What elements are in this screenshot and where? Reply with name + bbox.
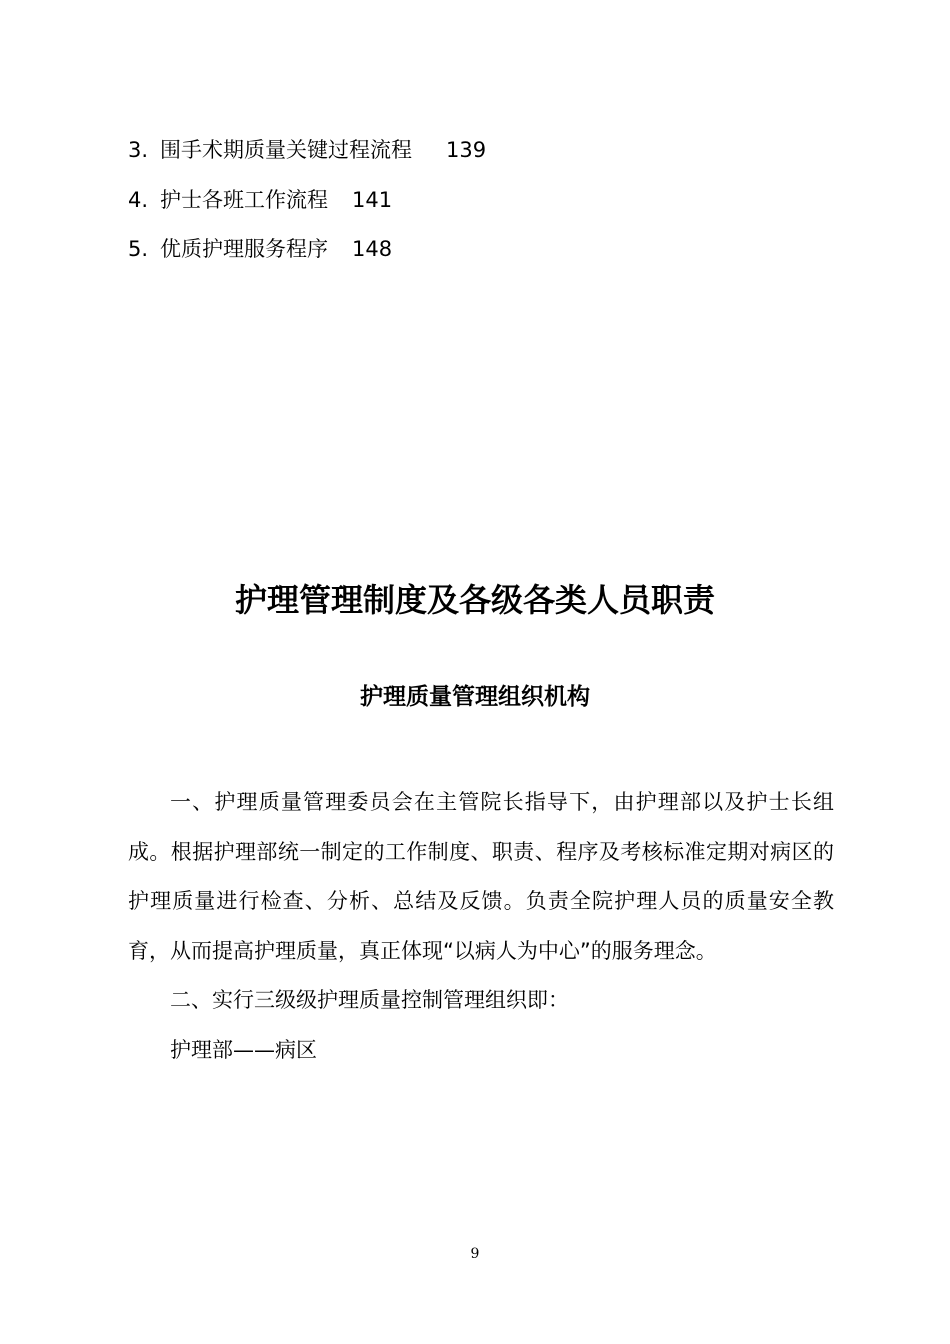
paragraph: 一、护理质量管理委员会在主管院长指导下，由护理部以及护士长组成。根据护理部统一制定的工作制度、职责、程序及考核标准定期对病区的护理质量进行检查、分析、总结及反馈。负责全院护理人员的质量安全教育，从而提高护理质量，真正体现“以病人为中心”的服务理念。 <box>128 790 834 963</box>
toc-item <box>128 234 392 264</box>
toc-item-page: 148 <box>352 237 393 261</box>
toc-item-page: 139 <box>446 138 487 162</box>
page-number: 9 <box>470 1246 480 1262</box>
toc-item-title: 围手术期质量关键过程流程 <box>160 138 412 162</box>
body-text <box>128 778 834 1075</box>
document-title: 护理管理制度及各级各类人员职责 <box>234 581 715 619</box>
paragraph: 二、实行三级级护理质量控制管理组织即： <box>170 988 569 1012</box>
toc-item-title: 护士各班工作流程 <box>160 188 328 212</box>
toc-item-page: 141 <box>352 188 393 212</box>
toc-item-number: 3. <box>128 138 149 162</box>
toc-item <box>128 185 392 215</box>
paragraph: 护理部——病区 <box>170 1037 317 1062</box>
toc-item <box>128 135 486 165</box>
toc-item-number: 5. <box>128 237 149 261</box>
toc-item-title: 优质护理服务程序 <box>160 237 328 261</box>
toc-item-number: 4. <box>128 188 149 212</box>
section-title: 护理质量管理组织机构 <box>360 684 590 710</box>
